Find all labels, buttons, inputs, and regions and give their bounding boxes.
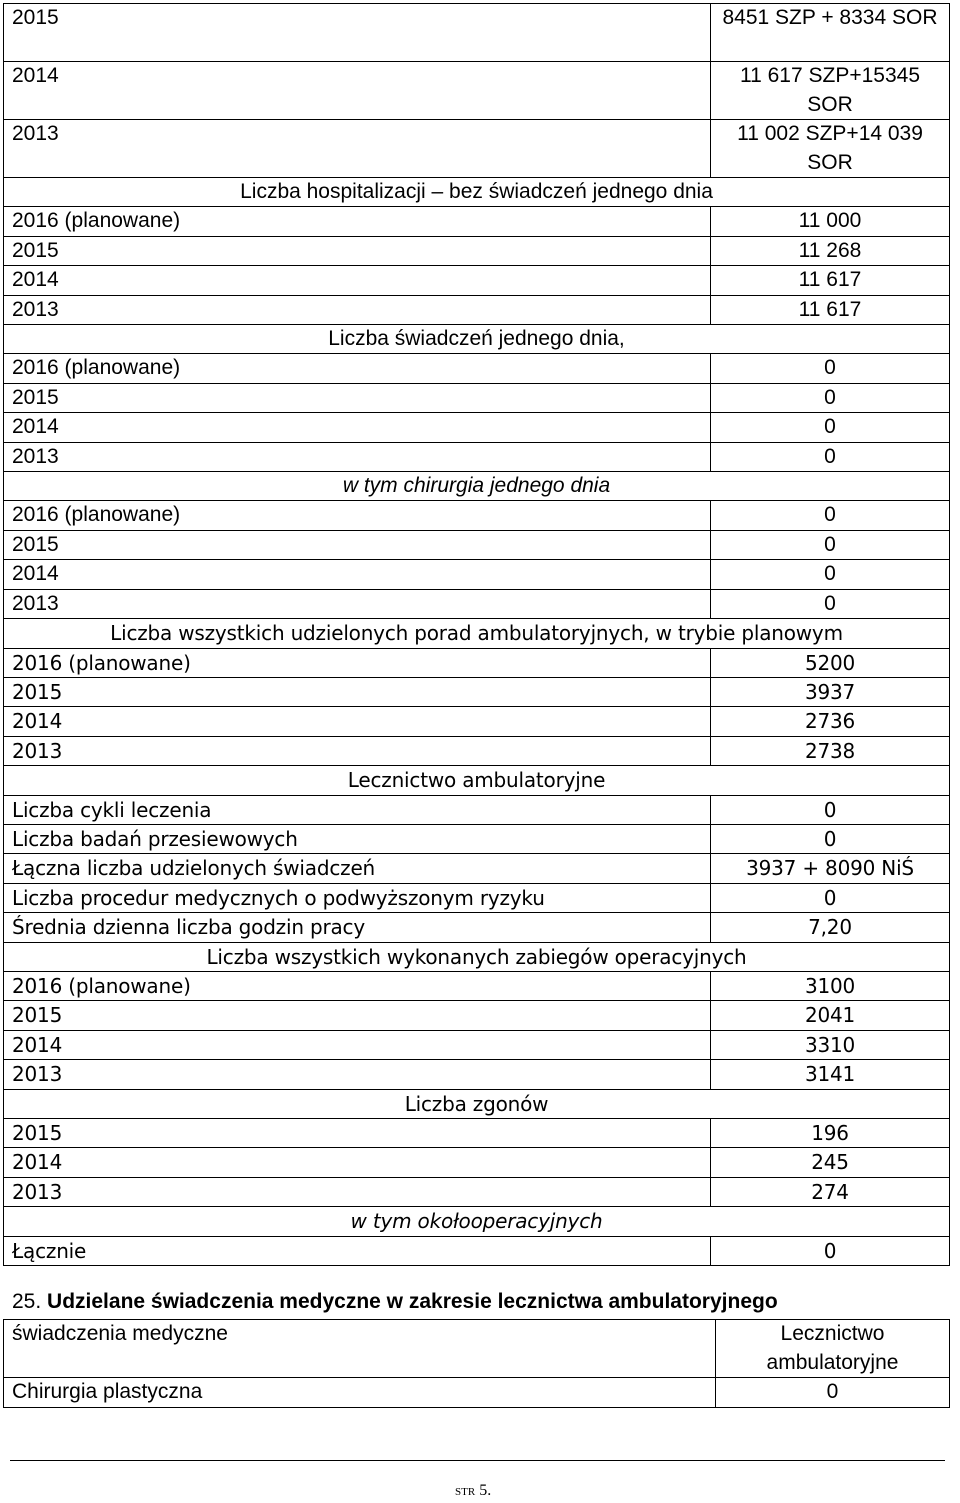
header-cell-ambulatory: Lecznictwo ambulatoryjne	[716, 1320, 950, 1378]
table-row	[4, 707, 950, 736]
table-row	[4, 236, 950, 265]
row-value: 2738	[711, 736, 950, 765]
table-row	[4, 207, 950, 236]
page-number-value: 5.	[479, 1482, 492, 1499]
row-label: 2015	[4, 4, 711, 62]
row-value: 11 000	[711, 207, 950, 236]
row-value: 7,20	[711, 913, 950, 942]
table-row	[4, 883, 950, 912]
section-header-row	[4, 178, 950, 207]
table-row	[4, 648, 950, 677]
table-row	[4, 1236, 950, 1265]
section-header: Liczba wszystkich wykonanych zabiegów operacyjnych	[4, 942, 950, 971]
row-label: 2014	[4, 62, 711, 120]
row-value: 0	[711, 1236, 950, 1265]
row-label: Liczba badań przesiewowych	[4, 824, 711, 853]
section-header: Liczba hospitalizacji – bez świadczeń jednego dnia	[4, 178, 950, 207]
row-value: 0	[711, 883, 950, 912]
row-label: 2014	[4, 707, 711, 736]
table-row	[4, 854, 950, 883]
table-row	[4, 1119, 950, 1148]
row-label: 2013	[4, 589, 711, 618]
table-row	[4, 589, 950, 618]
table-row	[4, 266, 950, 295]
section-header-row	[4, 325, 950, 354]
table-row	[4, 1030, 950, 1059]
row-label: 2013	[4, 736, 711, 765]
table-row	[4, 530, 950, 559]
table-row	[4, 795, 950, 824]
row-value: 0	[711, 383, 950, 412]
table-row	[4, 295, 950, 324]
table-row	[4, 413, 950, 442]
section-title-text: Udzielane świadczenia medyczne w zakresie lecznictwa ambulatoryjnego	[47, 1290, 778, 1313]
row-value: 274	[711, 1177, 950, 1206]
services-table	[3, 1319, 950, 1408]
row-value: 3310	[711, 1030, 950, 1059]
statistics-table	[3, 3, 950, 1266]
row-label: 2015	[4, 1119, 711, 1148]
section-header: Lecznictwo ambulatoryjne	[4, 766, 950, 795]
table-row	[4, 383, 950, 412]
row-label: 2015	[4, 677, 711, 706]
row-value: 11 617	[711, 266, 950, 295]
table-row	[4, 1148, 950, 1177]
row-value: 11 617	[711, 295, 950, 324]
row-value: 0	[716, 1378, 950, 1408]
table-row	[4, 971, 950, 1000]
table-row	[4, 1001, 950, 1030]
row-value: 0	[711, 824, 950, 853]
row-label: 2016 (planowane)	[4, 354, 711, 383]
row-label: 2015	[4, 1001, 711, 1030]
table-row	[4, 354, 950, 383]
row-value: 8451 SZP + 8334 SOR	[711, 4, 950, 62]
row-label: 2014	[4, 413, 711, 442]
row-label: 2016 (planowane)	[4, 971, 711, 1000]
row-label: 2014	[4, 1148, 711, 1177]
section-number: 25.	[12, 1290, 42, 1313]
row-label: Średnia dzienna liczba godzin pracy	[4, 913, 711, 942]
row-label: Chirurgia plastyczna	[4, 1378, 716, 1408]
row-value: 3937	[711, 677, 950, 706]
section-header-row	[4, 942, 950, 971]
row-value: 0	[711, 530, 950, 559]
section-heading	[12, 1290, 778, 1314]
row-value: 3141	[711, 1060, 950, 1089]
row-value: 3937 + 8090 NiŚ	[711, 854, 950, 883]
section-header: Liczba świadczeń jednego dnia,	[4, 325, 950, 354]
table-row	[4, 1378, 950, 1408]
row-label: Łączna liczba udzielonych świadczeń	[4, 854, 711, 883]
row-label: Liczba procedur medycznych o podwyższonym ryzyku	[4, 883, 711, 912]
section-header: w tym chirurgia jednego dnia	[4, 472, 950, 501]
row-label: 2014	[4, 266, 711, 295]
row-label: 2014	[4, 560, 711, 589]
row-label: 2016 (planowane)	[4, 648, 711, 677]
row-value: 0	[711, 442, 950, 471]
row-value: 245	[711, 1148, 950, 1177]
row-label: 2013	[4, 442, 711, 471]
section-header-row	[4, 1207, 950, 1236]
table-row	[4, 560, 950, 589]
table-row	[4, 1177, 950, 1206]
section-header-row	[4, 766, 950, 795]
row-value: 11 617 SZP+15345 SOR	[711, 62, 950, 120]
row-value: 0	[711, 589, 950, 618]
row-value: 3100	[711, 971, 950, 1000]
row-value: 0	[711, 413, 950, 442]
row-label: 2014	[4, 1030, 711, 1059]
row-label: 2015	[4, 383, 711, 412]
row-label: 2013	[4, 120, 711, 178]
section-header-row	[4, 472, 950, 501]
section-header-row	[4, 619, 950, 648]
section-header: w tym okołooperacyjnych	[4, 1207, 950, 1236]
row-label: 2015	[4, 236, 711, 265]
row-value: 0	[711, 354, 950, 383]
page-prefix: STR	[455, 1486, 476, 1498]
row-value: 11 268	[711, 236, 950, 265]
row-label: 2015	[4, 530, 711, 559]
row-value: 0	[711, 795, 950, 824]
table-row	[4, 120, 950, 178]
table-row	[4, 62, 950, 120]
table-row	[4, 677, 950, 706]
section-header: Liczba wszystkich udzielonych porad ambulatoryjnych, w trybie planowym	[4, 619, 950, 648]
row-label: 2013	[4, 295, 711, 324]
table-row	[4, 736, 950, 765]
row-label: Liczba cykli leczenia	[4, 795, 711, 824]
row-label: 2013	[4, 1177, 711, 1206]
table-row	[4, 501, 950, 530]
section-header: Liczba zgonów	[4, 1089, 950, 1118]
table-row	[4, 913, 950, 942]
row-label: 2013	[4, 1060, 711, 1089]
row-value: 2041	[711, 1001, 950, 1030]
row-value: 2736	[711, 707, 950, 736]
row-label: Łącznie	[4, 1236, 711, 1265]
section-header-row	[4, 1089, 950, 1118]
table-header-row	[4, 1320, 950, 1378]
table-row	[4, 442, 950, 471]
row-value: 0	[711, 560, 950, 589]
row-label: 2016 (planowane)	[4, 501, 711, 530]
row-value: 5200	[711, 648, 950, 677]
table-row	[4, 4, 950, 62]
table-row	[4, 1060, 950, 1089]
row-label: 2016 (planowane)	[4, 207, 711, 236]
row-value: 11 002 SZP+14 039 SOR	[711, 120, 950, 178]
header-cell-services: świadczenia medyczne	[4, 1320, 716, 1378]
row-value: 0	[711, 501, 950, 530]
footer-divider	[10, 1460, 945, 1461]
page-number	[455, 1482, 491, 1500]
table-row	[4, 824, 950, 853]
row-value: 196	[711, 1119, 950, 1148]
